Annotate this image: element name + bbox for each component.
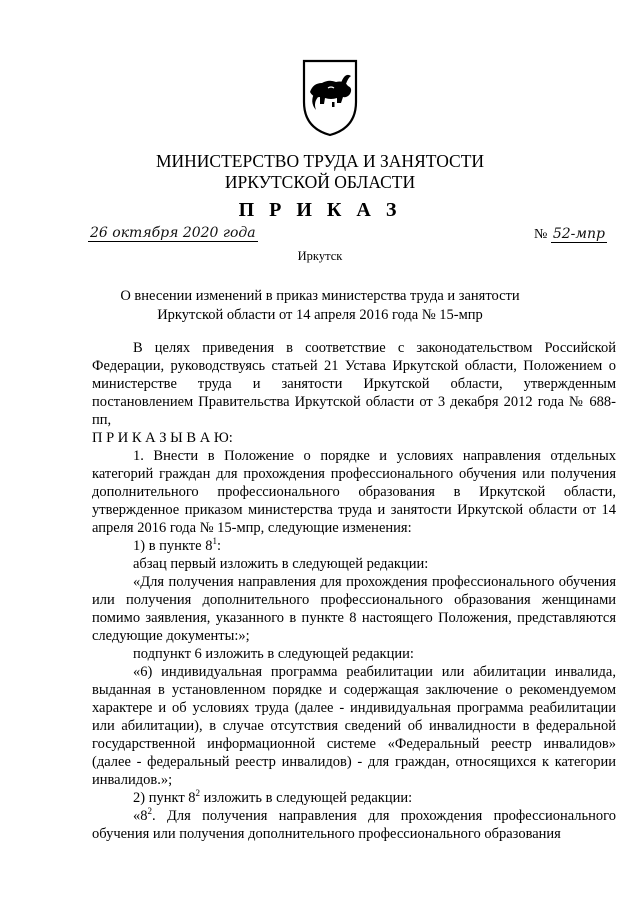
ministry-name-line2: ИРКУТСКОЙ ОБЛАСТИ [224,172,416,192]
number-sign: № [534,227,548,242]
subject-line2: Иркутской области от 14 апреля 2016 года № 15-мпр [157,307,483,323]
document-number-field [534,226,607,243]
paragraph-subpoint-intro: подпункт 6 изложить в следующей редакции: [133,646,414,662]
paragraph-subitem-1: 1) в пункте $8^1$: [133,536,221,554]
paragraph-preamble: В целях приведения в соответствие с законодательством Российской Федерации, руководствуясь статьей 21 Устава Иркутской области, Положением о министерстве труда и занятости Иркутской области, утвержденным постановлением Правительства Иркутской области от 3 декабря 2012 года № 688-пп, [92,340,616,428]
handwritten-number: 52-мпр [552,226,605,242]
paragraph-subitem-2: 2) пункт $8^2$ изложить в следующей редакции: [133,788,413,806]
document-type-title: П Р И К А З [238,199,402,221]
paragraph-abzac-intro: абзац первый изложить в следующей редакции: [133,556,429,572]
paragraph-quote-3: «$8^2$. Для получения направления для прохождения профессионального обучения или получения дополнительного профессионального образования [92,806,616,842]
document-body [92,339,616,843]
ministry-name-line1: МИНИСТЕРСТВО ТРУДА И ЗАНЯТОСТИ [155,151,485,171]
paragraph-item-1: 1. Внести в Положение о порядке и условиях направления отдельных категорий граждан для прохождения профессионального обучения или получения дополнительного профессионального образования в Иркутской области, утвержденное приказом министерства труда и занятости Иркутской области от 14 апреля 2016 года № 15-мпр, следующие изменения: [92,448,616,536]
irkutsk-coat-of-arms-icon [301,58,359,138]
city-label: Иркутск [297,249,343,263]
paragraph-quote-1: «Для получения направления для прохождения профессионального обучения или получения дополнительного профессионального образования женщинами помимо заявления, указанного в пункте 8 настоящего Положения, представляются следующие документы:»; [92,574,616,644]
handwritten-date: 26 октября 2020 года [90,225,256,241]
paragraph-quote-2: «6) индивидуальная программа реабилитации или абилитации инвалида, выданная в установленном порядке и содержащая заключение о рекомендуемом характере и об условиях труда (далее - индивидуальная программа реабилитации или абилитации), в случае отсутствия сведений об инвалидности в федеральной государственной информационной системе «Федеральный реестр инвалидов» (далее - федеральный реестр инвалидов) - для граждан, относящихся к категории инвалидов.»; [92,664,616,788]
paragraph-order-word: П Р И К А З Ы В А Ю: [92,430,233,446]
subject-line1: О внесении изменений в приказ министерства труда и занятости [120,288,520,304]
